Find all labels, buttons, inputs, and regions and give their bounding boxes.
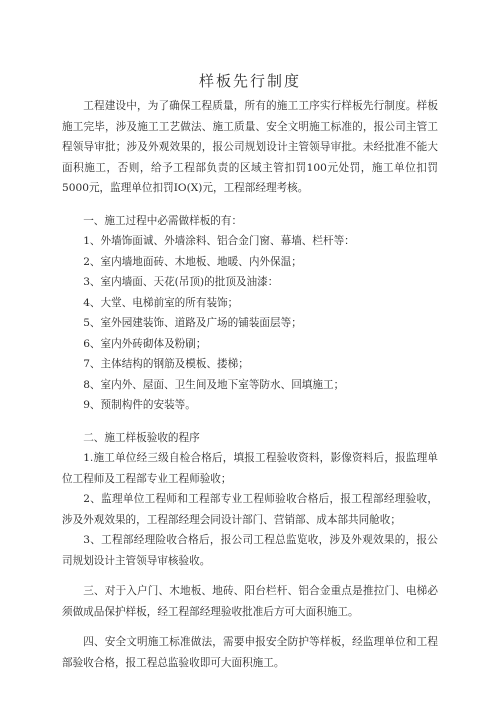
list-item: 2、室内墙地面砖、木地板、地暖、内外保温； <box>83 255 302 268</box>
section4-paragraph: 四、安全文明施工标准做法，需要申报安全防护等样板，经监理单位和工程部验收合格，报工程总监验收即可大面积施工。 <box>62 636 438 669</box>
section1-heading: 一、施工过程中必需做样板的有： <box>83 214 243 227</box>
section3-paragraph: 三、对于入户门、木地板、地砖、阳台栏杆、铝合金重点是推拉门、电梯必须做成品保护样板，经工程部经理验收批准后方可大面积施工。 <box>62 585 438 618</box>
document-body <box>62 96 438 673</box>
list-item: 7、主体结构的钢筋及模板、搂梯； <box>83 358 249 370</box>
list-item: 6、室内外砖砌体及粉刷； <box>83 337 207 350</box>
list-item: 3、室内墙面、天花(吊顶)的批顶及油漆： <box>83 276 279 288</box>
section2-paragraph: 2、监理单位工程师和工程部专业工程师验收合格后，报工程部经理验收，涉及外观效果的，工程部经理会同设计部门、营销部、成本部共同舱收； <box>62 493 438 526</box>
list-item: 5、室外园建装饰、道路及广场的铺装面层等； <box>83 317 302 329</box>
list-item: 4、大堂、电梯前室的所有装饰； <box>83 296 239 309</box>
list-item: 9、预制构件的安装等。 <box>83 399 196 411</box>
section2-paragraph: 3、工程部经理险收合格后，报公司工程总监览收，涉及外观效果的，报公司规划设计主管领导审核验收。 <box>62 534 438 567</box>
list-item: 8、室内外、屋面、卫生间及地下室等防水、回填施工； <box>83 378 345 391</box>
section2-paragraph: 1.施工单位经三级自检合格后，填报工程验收资料，影像资料后，报监理单位工程师及工程部专业工程师验收； <box>62 452 438 485</box>
intro-paragraph: 工程建设中，为了确保工程质量，所有的施工工序实行样板先行制度。样板施工完毕，涉及施工工艺做法、施工质量、安全文明施工标准的，报公司主管工程领导审批；涉及外观效果的，报公司规划设计主管领导审批。未经批准不能大面积施工，否则，给予工程部负责的区域主管扣罚100元处罚，施工单位扣罚5000元，监理单位扣罚IO(X)元，工程部经理考核。 <box>62 100 438 194</box>
section2-heading: 二、施工样板验收的程序 <box>83 431 200 444</box>
document-title: 样板先行制度 <box>198 72 301 90</box>
list-item: 1、外墙饰面诚、外墙涂料、铝合金门窗、幕墙、栏杆等： <box>83 235 355 247</box>
